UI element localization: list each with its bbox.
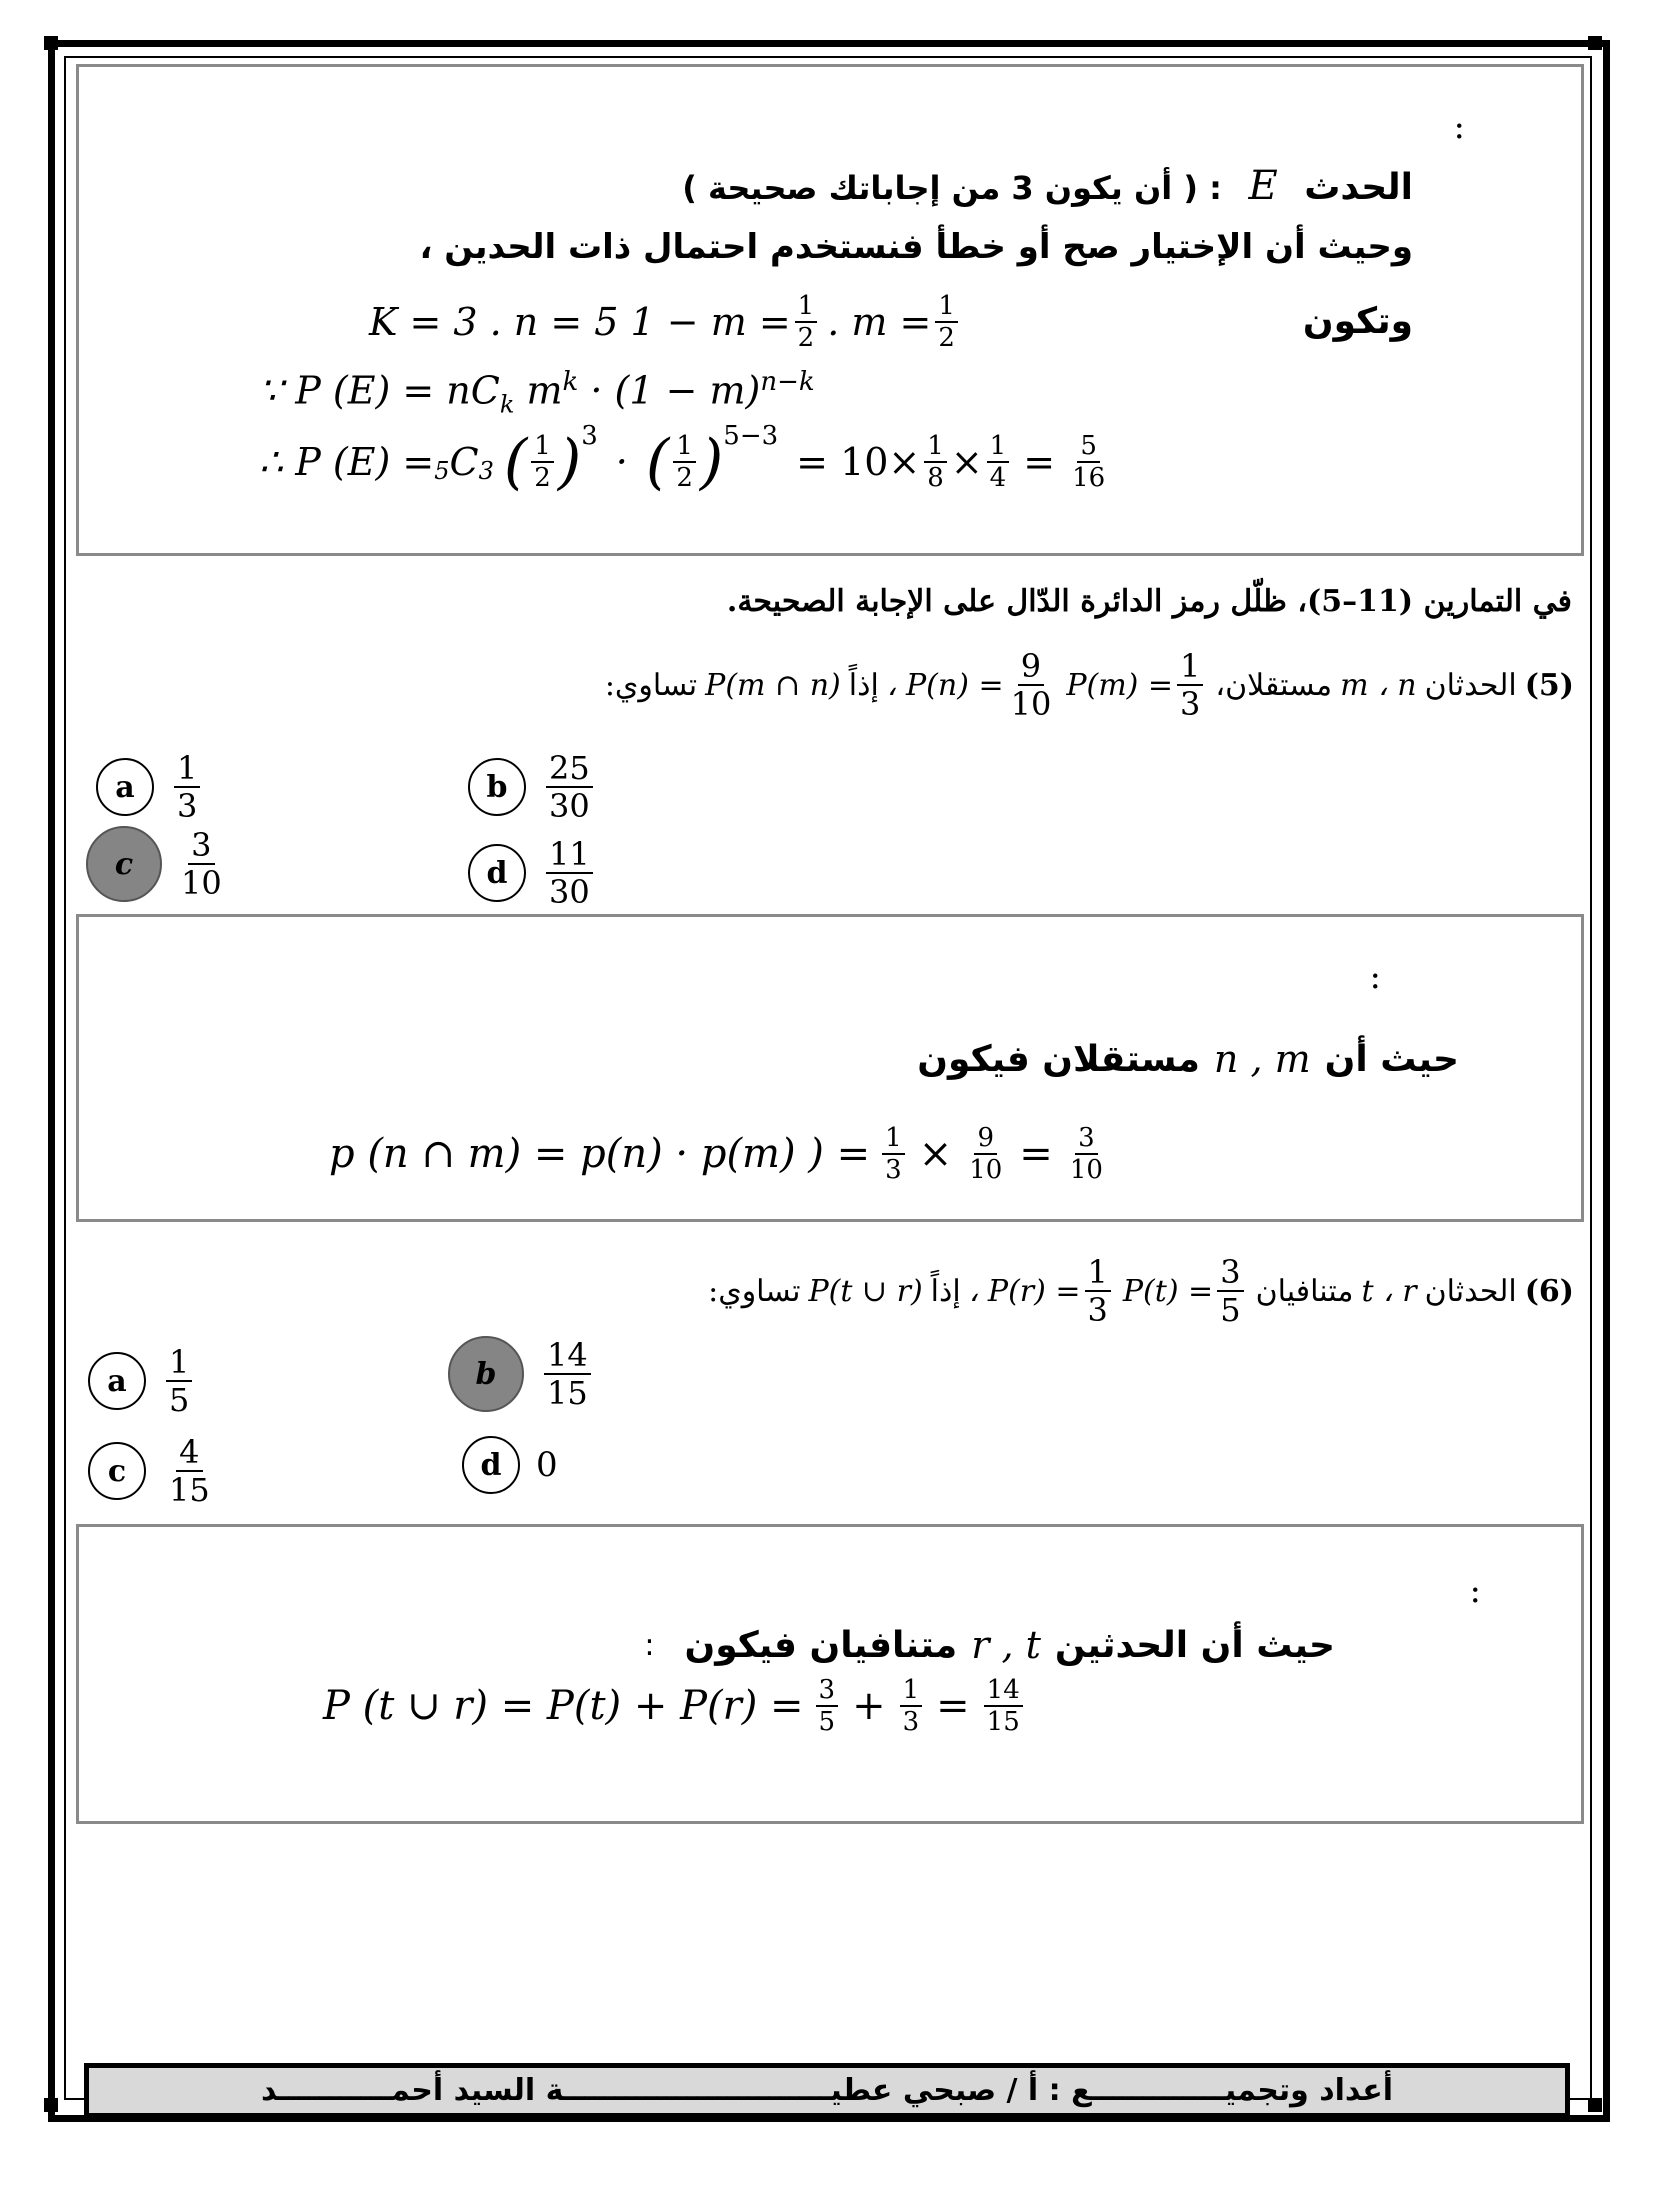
frame-corner: [44, 36, 58, 50]
option-letter-circle[interactable]: d: [468, 844, 526, 902]
q5-option-a[interactable]: [96, 749, 204, 825]
frame-corner: [44, 2098, 58, 2112]
exclusive-equation: P (t ∪ r) = P(t) + P(r) = $\frac{3}{5}$ + $\frac{1}{3}$ = $\frac{14}{15}$: [323, 1677, 1027, 1735]
option-value: $\frac{25}{30}$: [546, 752, 593, 822]
event-var: E: [1248, 163, 1278, 209]
event-desc: : ( أن يكون 3 من إجاباتك صحيحة ): [682, 169, 1222, 207]
question-number: (5): [1524, 667, 1574, 703]
event-label: الحدث: [1304, 167, 1413, 208]
fraction: $\frac{1}{2}$: [673, 433, 696, 491]
colon: :: [1469, 1571, 1481, 1611]
option-letter-circle[interactable]: d: [462, 1436, 520, 1494]
and-then-label: وتكون: [1302, 301, 1413, 342]
option-letter-circle[interactable]: b: [468, 758, 526, 816]
option-value: $\frac{1}{5}$: [166, 1346, 192, 1416]
option-letter-circle[interactable]: a: [88, 1352, 146, 1410]
solution-box-2: [76, 914, 1584, 1222]
fraction: $\frac{1}{8}$: [924, 433, 947, 491]
author-footer: أعداد وتجميـــــــــــــع : أ / صبحي عطيــــــــــــــــــــــــــة السيد أحمـــــــــــد: [84, 2063, 1570, 2118]
solution-box-3: [76, 1524, 1584, 1824]
binomial-formula: ∵ P $(E) = nC_k$ $m^k \cdot (1 - m)^{n-k}$: [259, 367, 815, 419]
option-letter-circle[interactable]: c: [88, 1442, 146, 1500]
question-6: (6) الحدثان t ، r متنافيان P(t) = $\frac{3}{5}$ ، P(r) = $\frac{1}{3}$ إذاً P(t ∪ r) تساوي:: [708, 1253, 1574, 1329]
binomial-line: وحيث أن الإختيار صح أو خطأ فنستخدم احتمال ذات الحدين ،: [419, 227, 1413, 267]
option-value: $\frac{4}{15}$: [169, 1433, 210, 1509]
option-value: $\frac{1}{3}$: [174, 752, 200, 822]
fraction: $\frac{1}{2}$: [795, 293, 818, 351]
q6-option-b[interactable]: [448, 1336, 595, 1412]
q5-option-b[interactable]: [468, 749, 597, 825]
option-letter-circle-selected[interactable]: c: [86, 826, 162, 902]
option-value: $\frac{3}{10}$: [181, 826, 222, 902]
fraction: $\frac{1}{4}$: [987, 433, 1010, 491]
independence-equation: p (n ∩ m) = p(n) · p(m) ) = $\frac{1}{3}$ × $\frac{9}{10}$ = $\frac{3}{10}$: [329, 1123, 1103, 1185]
option-letter-circle[interactable]: a: [96, 758, 154, 816]
parameters-line: [369, 293, 962, 351]
option-value: $\frac{11}{30}$: [546, 838, 593, 908]
q5-option-d[interactable]: [468, 835, 597, 911]
q5-option-c[interactable]: [86, 826, 229, 902]
params-mid: . m =: [827, 300, 932, 344]
independence-line: حيث أن n , m مستقلان فيكون: [917, 1037, 1459, 1081]
solution-box-1: [76, 64, 1584, 556]
fraction: $\frac{1}{2}$: [531, 433, 554, 491]
option-value: $\frac{14}{15}$: [544, 1339, 591, 1409]
q6-option-a[interactable]: [88, 1343, 196, 1419]
colon: :: [1369, 957, 1381, 997]
question-5: (5) الحدثان m ، n مستقلان، P(m) = $\frac{1}{3}$ ، P(n) = $\frac{9}{10}$ إذاً P(m ∩ n) تساوي:: [604, 647, 1574, 723]
result-fraction: $\frac{5}{16}$: [1072, 431, 1106, 493]
event-line: [682, 163, 1413, 209]
frame-corner: [1588, 36, 1602, 50]
frame-corner: [1588, 2098, 1602, 2112]
fraction: $\frac{1}{2}$: [935, 293, 958, 351]
calculation-line: ∴ P (E) = $_5$ C $_3$ ( $\frac{1}{2}$ ) $^3$ · ( $\frac{1}{2}$ ) $^{5-3}$ = 10× $\frac{1}{8}$ × $\frac{1}{4}$ = $\frac{5}{16}$: [259, 427, 1112, 497]
exclusive-line: حيث أن الحدثين r , t متنافيان فيكون :: [644, 1623, 1335, 1667]
params-lhs: K = 3 . n = 5 1 − m =: [369, 300, 791, 344]
instructions: في التمارين (11–5)، ظلّل رمز الدائرة الدّال على الإجابة الصحيحة.: [726, 584, 1572, 619]
q6-option-d[interactable]: [462, 1436, 558, 1494]
q6-option-c[interactable]: [88, 1433, 217, 1509]
option-value: 0: [536, 1445, 558, 1485]
colon: :: [1453, 107, 1465, 147]
option-letter-circle-selected[interactable]: b: [448, 1336, 524, 1412]
question-number: (6): [1524, 1273, 1574, 1309]
